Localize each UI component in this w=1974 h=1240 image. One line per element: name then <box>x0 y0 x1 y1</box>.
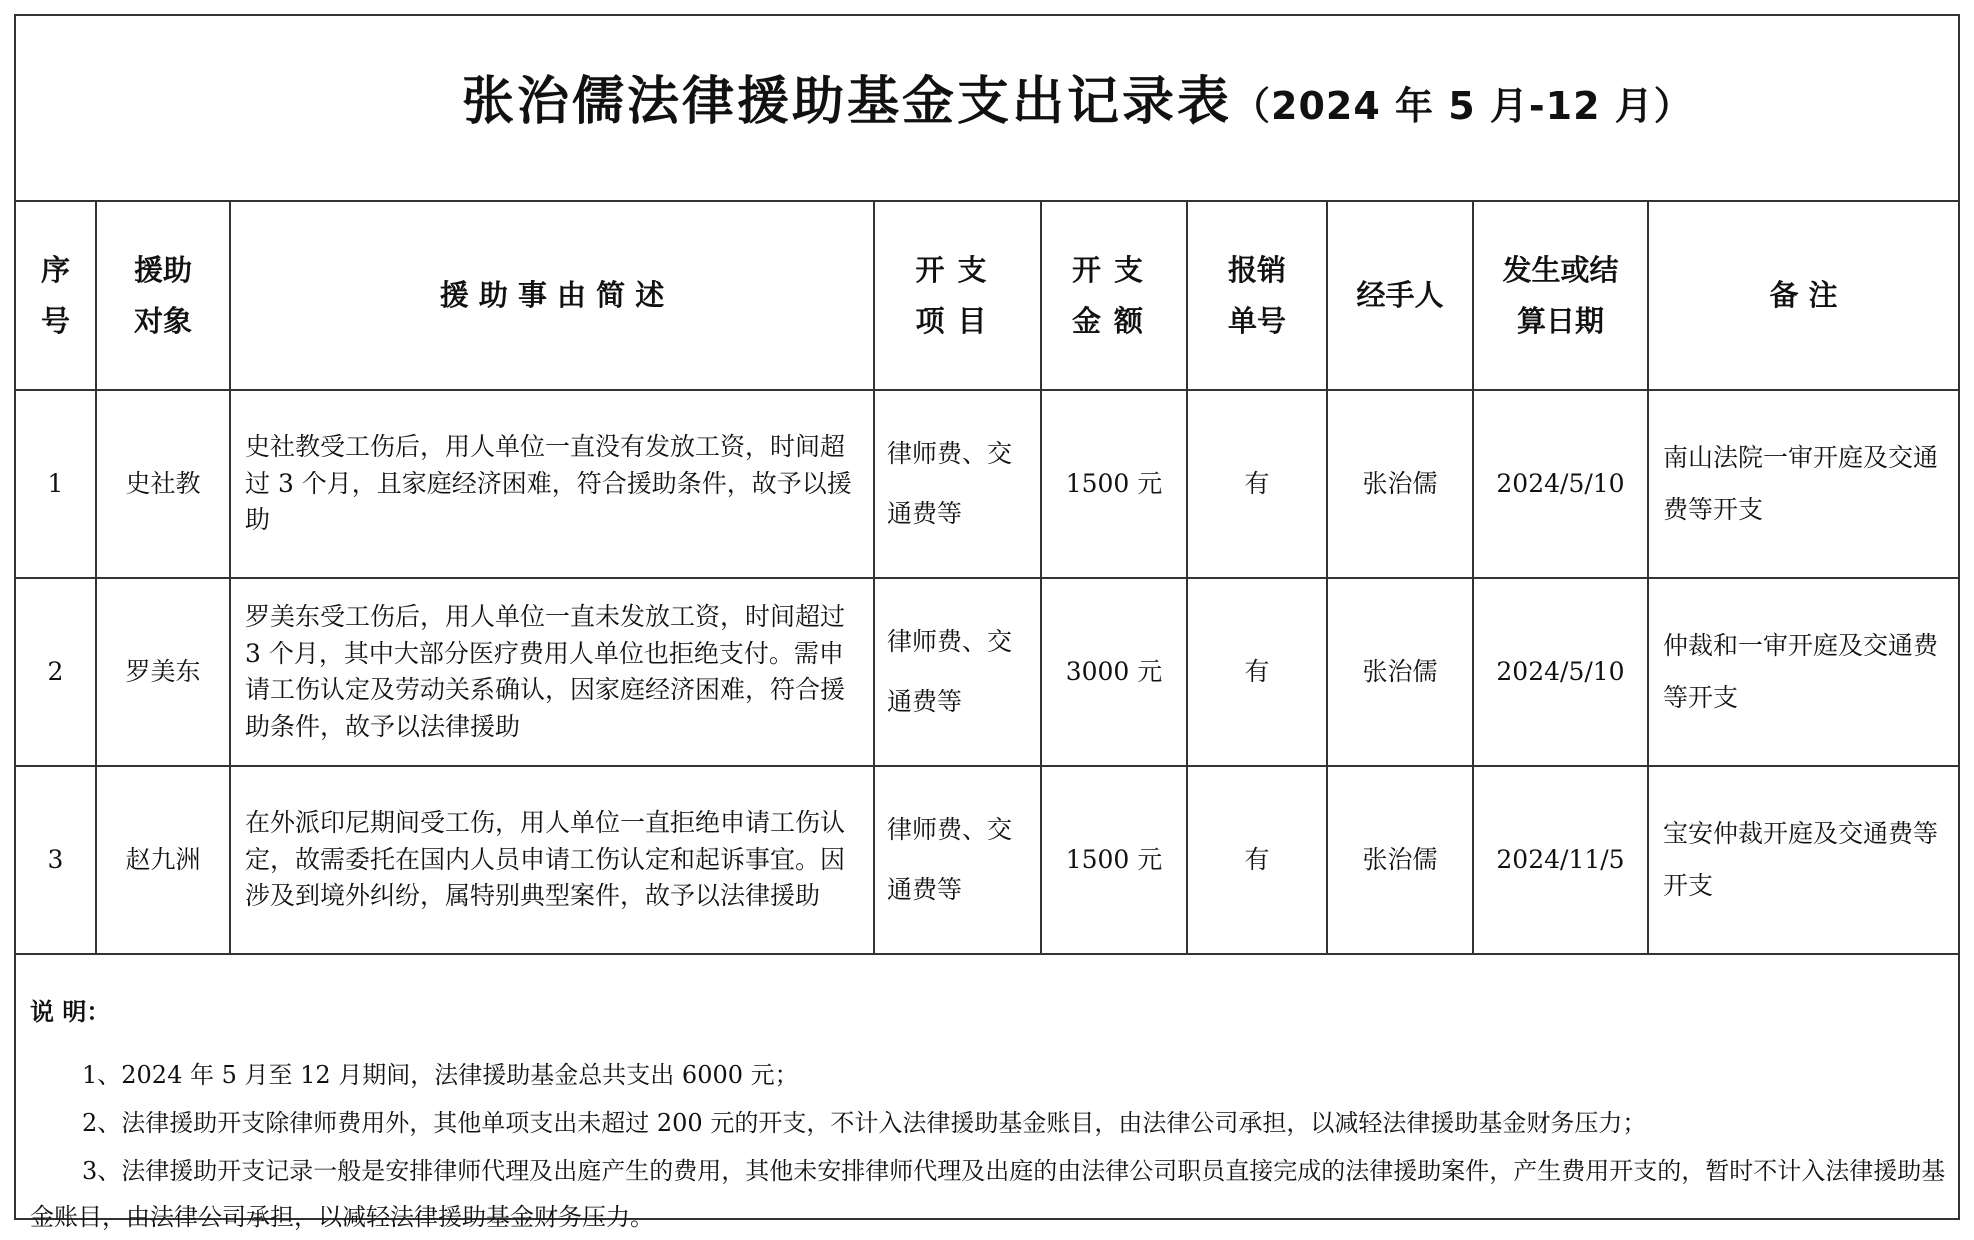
cell-item: 律师费、交通费等 <box>874 766 1041 954</box>
cell-remark: 仲裁和一审开庭及交通费等开支 <box>1648 578 1958 766</box>
header-receipt: 报销 单号 <box>1187 202 1327 390</box>
cell-remark: 南山法院一审开庭及交通费等开支 <box>1648 390 1958 578</box>
cell-target: 赵九洲 <box>96 766 230 954</box>
table-row <box>16 390 1958 578</box>
cell-receipt: 有 <box>1187 578 1327 766</box>
cell-handler: 张治儒 <box>1327 766 1473 954</box>
header-amount: 开支 金额 <box>1041 202 1187 390</box>
cell-seq: 1 <box>16 390 96 578</box>
header-target: 援助 对象 <box>96 202 230 390</box>
header-seq: 序 号 <box>16 202 96 390</box>
title-main: 张治儒法律援助基金支出记录表 <box>462 72 1233 132</box>
cell-amount: 1500 元 <box>1041 390 1187 578</box>
cell-seq: 3 <box>16 766 96 954</box>
header-handler: 经手人 <box>1327 202 1473 390</box>
header-date: 发生或结 算日期 <box>1473 202 1648 390</box>
cell-handler: 张治儒 <box>1327 578 1473 766</box>
cell-reason: 罗美东受工伤后，用人单位一直未发放工资，时间超过 3 个月，其中大部分医疗费用人单位也拒绝支付。需申请工伤认定及劳动关系确认，因家庭经济困难，符合援助条件，故予以法律援助 <box>230 578 874 766</box>
cell-date: 2024/11/5 <box>1473 766 1648 954</box>
note-item: 1、2024 年 5 月至 12 月期间，法律援助基金总共支出 6000 元； <box>82 1061 799 1089</box>
title-area <box>16 16 1958 202</box>
table-row <box>16 766 1958 954</box>
cell-target: 史社教 <box>96 390 230 578</box>
expense-table <box>16 202 1958 955</box>
expense-record-sheet <box>14 14 1960 1231</box>
cell-item: 律师费、交通费等 <box>874 578 1041 766</box>
cell-handler: 张治儒 <box>1327 390 1473 578</box>
cell-receipt: 有 <box>1187 766 1327 954</box>
cell-seq: 2 <box>16 578 96 766</box>
header-reason: 援 助 事 由 简 述 <box>230 202 874 390</box>
note-item: 2、法律援助开支除律师费用外，其他单项支出未超过 200 元的开支，不计入法律援助基金账目，由法律公司承担，以减轻法律援助基金财务压力； <box>82 1109 1647 1137</box>
cell-remark: 宝安仲裁开庭及交通费等开支 <box>1648 766 1958 954</box>
cell-receipt: 有 <box>1187 390 1327 578</box>
cell-target: 罗美东 <box>96 578 230 766</box>
cell-reason: 史社教受工伤后，用人单位一直没有发放工资，时间超过 3 个月，且家庭经济困难，符合援助条件，故予以援助 <box>230 390 874 578</box>
table-row <box>16 578 1958 766</box>
cell-amount: 1500 元 <box>1041 766 1187 954</box>
header-item: 开支 项目 <box>874 202 1041 390</box>
document-title <box>462 72 1693 132</box>
notes-title: 说 明： <box>30 998 111 1026</box>
note-item: 3、法律援助开支记录一般是安排律师代理及出庭产生的费用，其他未安排律师代理及出庭的由法律公司职员直接完成的法律援助案件，产生费用开支的，暂时不计入法律援助基金账目，由法律公司承担，以减轻法律援助基金财务压力。 <box>30 1157 1946 1231</box>
title-period: （2024 年 5 月-12 月） <box>1232 84 1693 128</box>
cell-date: 2024/5/10 <box>1473 390 1648 578</box>
header-remark: 备 注 <box>1648 202 1958 390</box>
table-header-row <box>16 202 1958 390</box>
cell-date: 2024/5/10 <box>1473 578 1648 766</box>
cell-reason: 在外派印尼期间受工伤，用人单位一直拒绝申请工伤认定，故需委托在国内人员申请工伤认定和起诉事宜。因涉及到境外纠纷，属特别典型案件，故予以法律援助 <box>230 766 874 954</box>
cell-item: 律师费、交通费等 <box>874 390 1041 578</box>
cell-amount: 3000 元 <box>1041 578 1187 766</box>
